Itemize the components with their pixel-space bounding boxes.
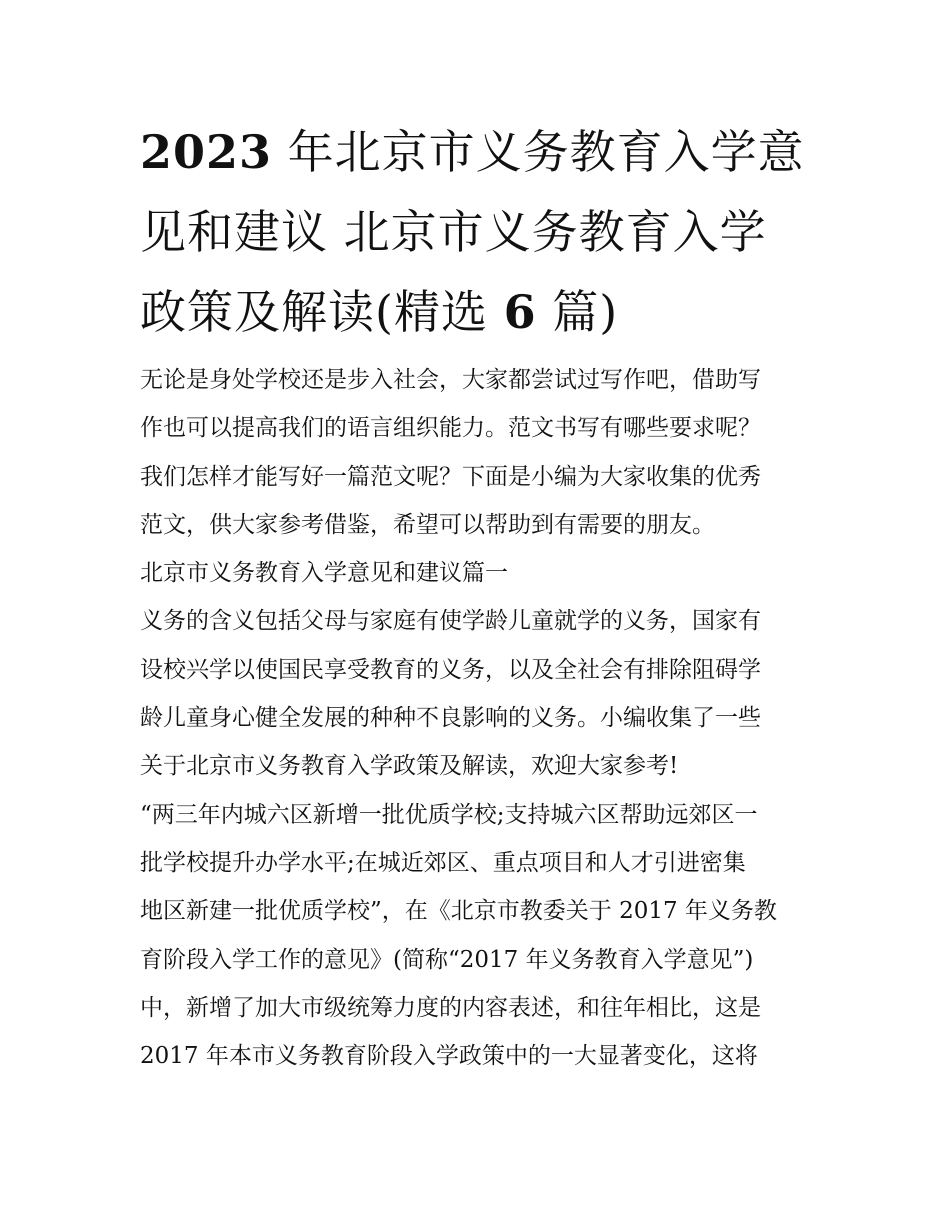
body-line: 批学校提升办学水平;在城近郊区、重点项目和人才引进密集 — [140, 849, 746, 876]
document-body — [140, 356, 830, 1080]
title-line-2: 见和建议 北京市义务教育入学 — [140, 205, 767, 259]
body-line: 2017 年本市义务教育阶段入学政策中的一大显著变化，这将 — [140, 1043, 758, 1070]
title-line-1 — [140, 112, 820, 192]
document-title — [140, 112, 820, 352]
title-line-3 — [140, 272, 820, 352]
body-line: 关于北京市义务教育入学政策及解读，欢迎大家参考! — [140, 753, 679, 780]
body-line: 作也可以提高我们的语言组织能力。范文书写有哪些要求呢？ — [140, 415, 761, 442]
title-line-3-text: 政策及解读(精选 — [140, 285, 504, 339]
body-line: “两三年内城六区新增一批优质学校;支持城六区帮助远郊区一 — [140, 801, 758, 828]
body-line: 我们怎样才能写好一篇范文呢？下面是小编为大家收集的优秀 — [140, 463, 761, 490]
title-line-1-text: 年北京市义务教育入学意 — [272, 125, 805, 179]
section-heading: 北京市义务教育入学意见和建议篇一 — [140, 560, 508, 587]
body-line: 中，新增了加大市级统筹力度的内容表述，和往年相比，这是 — [140, 994, 761, 1021]
body-line: 范文，供大家参考借鉴，希望可以帮助到有需要的朋友。 — [140, 511, 715, 538]
title-count: 6 — [503, 285, 537, 339]
title-year: 2023 — [140, 125, 273, 179]
body-line: 无论是身处学校还是步入社会，大家都尝试过写作吧，借助写 — [140, 367, 761, 393]
body-line: 育阶段入学工作的意见》(简称“2017 年义务教育入学意见”) — [140, 946, 754, 973]
body-line: 地区新建一批优质学校”，在《北京市教委关于 2017 年义务教 — [140, 898, 777, 925]
body-line: 义务的含义包括父母与家庭有使学龄儿童就学的义务，国家有 — [140, 608, 761, 635]
body-line: 龄儿童身心健全发展的种种不良影响的义务。小编收集了一些 — [140, 705, 761, 732]
body-line: 设校兴学以使国民享受教育的义务，以及全社会有排除阻碍学 — [140, 656, 761, 683]
title-line-3-end: 篇) — [536, 285, 619, 339]
